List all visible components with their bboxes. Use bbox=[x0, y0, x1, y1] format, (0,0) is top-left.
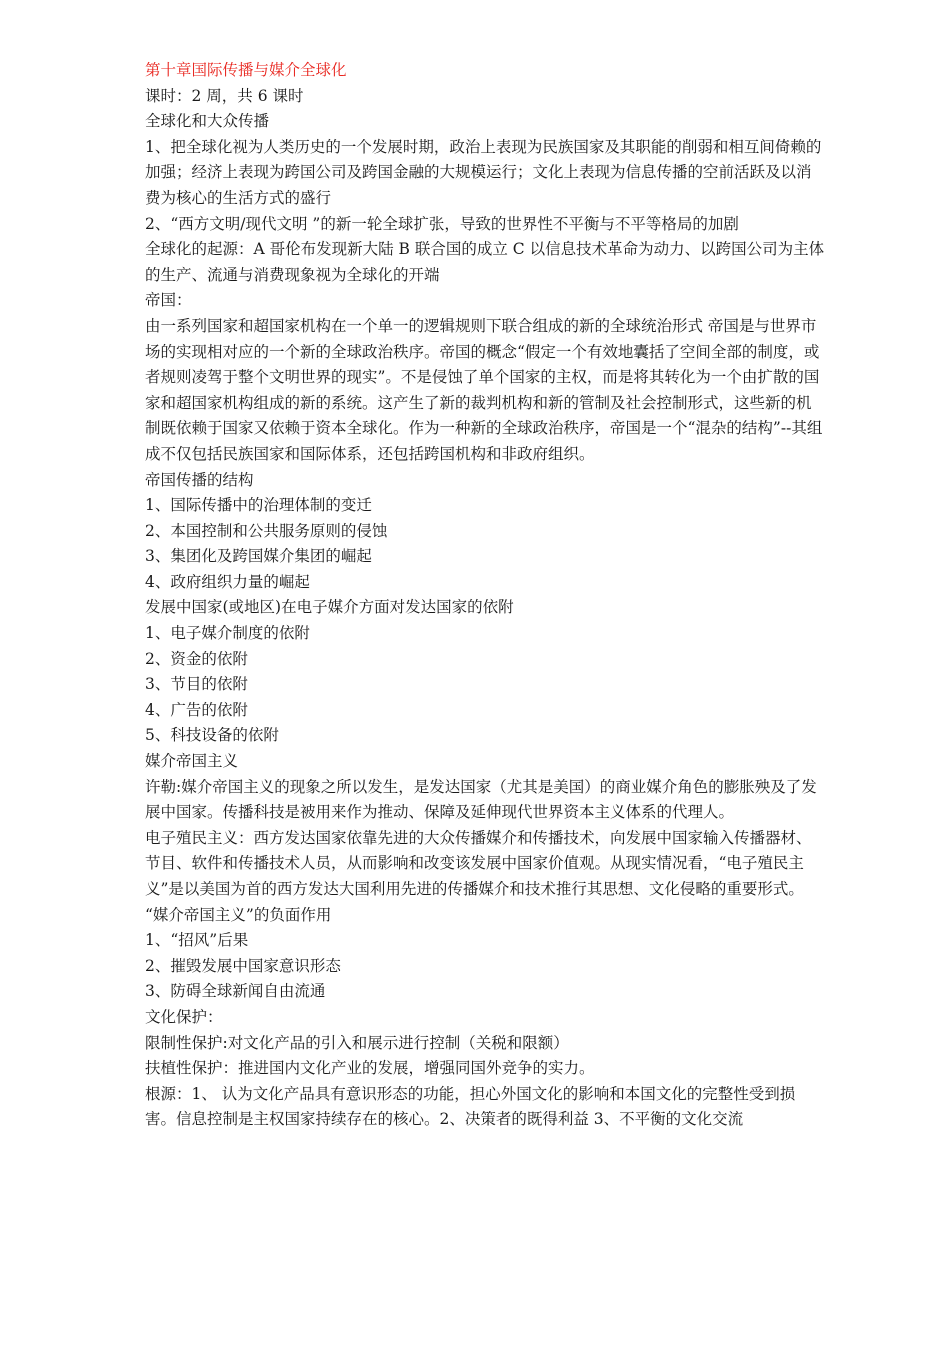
paragraph: 4、广告的依附 bbox=[145, 700, 248, 719]
paragraph: 由一系列国家和超国家机构在一个单一的逻辑规则下联合组成的新的全球统治形式 帝国是与世界市场的实现相对应的一个新的全球政治秩序。帝国的概念“假定一个有效地囊括了空间全部的制度，或者规则凌驾于整个文明世界的现实”。不是侵蚀了单个国家的主权，而是将其转化为一个由扩散的国家和超国家机构组成的新的系统。这产生了新的裁判机构和新的管制及社会控制形式，这些新的机制既依赖于国家又依赖于资本全球化。作为一种新的全球政治秩序，帝国是一个“混杂的结构”--其组成不仅包括民族国家和国际体系，还包括跨国机构和非政府组织。 bbox=[145, 316, 823, 463]
paragraph: 全球化的起源：A 哥伦布发现新大陆 B 联合国的成立 C 以信息技术革命为动力、以跨国公司为主体的生产、流通与消费现象视为全球化的开端 bbox=[145, 240, 825, 284]
paragraph: 许勒:媒介帝国主义的现象之所以发生，是发达国家（尤其是美国）的商业媒介角色的膨胀殃及了发展中国家。传播科技是被用来作为推动、保障及延伸现代世界资本主义体系的代理人。 bbox=[145, 777, 817, 822]
paragraph: 4、政府组织力量的崛起 bbox=[145, 572, 310, 591]
paragraph: 1、电子媒介制度的依附 bbox=[145, 624, 310, 643]
paragraph: 1、把全球化视为人类历史的一个发展时期，政治上表现为民族国家及其职能的削弱和相互间倚赖的加强；经济上表现为跨国公司及跨国金融的大规模运行；文化上表现为信息传播的空前活跃及以消费为核心的生活方式的盛行 bbox=[145, 137, 822, 207]
paragraph: 文化保护： bbox=[145, 1007, 223, 1026]
paragraph: 3、节目的依附 bbox=[145, 675, 248, 694]
paragraph: 帝国传播的结构 bbox=[145, 470, 254, 489]
paragraph: 2、本国控制和公共服务原则的侵蚀 bbox=[145, 521, 388, 540]
paragraph: 全球化和大众传播 bbox=[145, 112, 270, 131]
paragraph: 电子殖民主义：西方发达国家依靠先进的大众传播媒介和传播技术，向发展中国家输入传播器材、节目、软件和传播技术人员，从而影响和改变该发展中国家价值观。从现实情况看，“电子殖民主义”是以美国为首的西方发达大国利用先进的传播媒介和技术推行其思想、文化侵略的重要形式。 bbox=[145, 828, 812, 898]
paragraph: 2、“西方文明/现代文明 ”的新一轮全球扩张，导致的世界性不平衡与不平等格局的加剧 bbox=[145, 214, 739, 233]
paragraph: 5、科技设备的依附 bbox=[145, 726, 279, 745]
document-body bbox=[145, 84, 825, 1133]
paragraph: 1、国际传播中的治理体制的变迁 bbox=[145, 496, 372, 515]
paragraph: “媒介帝国主义”的负面作用 bbox=[145, 905, 332, 924]
paragraph: 帝国： bbox=[145, 291, 192, 310]
paragraph: 媒介帝国主义 bbox=[145, 752, 239, 771]
document-page bbox=[145, 58, 825, 1133]
paragraph: 2、资金的依附 bbox=[145, 649, 248, 668]
paragraph: 3、集团化及跨国媒介集团的崛起 bbox=[145, 547, 372, 566]
paragraph: 发展中国家(或地区)在电子媒介方面对发达国家的依附 bbox=[145, 598, 514, 617]
paragraph: 课时：2 周，共 6 课时 bbox=[145, 86, 304, 105]
paragraph: 1、“招风”后果 bbox=[145, 931, 249, 950]
paragraph: 2、摧毁发展中国家意识形态 bbox=[145, 956, 341, 975]
paragraph: 扶植性保护：推进国内文化产业的发展，增强同国外竞争的实力。 bbox=[145, 1059, 595, 1078]
chapter-title: 第十章国际传播与媒介全球化 bbox=[145, 61, 347, 79]
paragraph: 根源：1、 认为文化产品具有意识形态的功能，担心外国文化的影响和本国文化的完整性受到损害。信息控制是主权国家持续存在的核心。2、决策者的既得利益 3、不平衡的文化交流 bbox=[145, 1084, 796, 1129]
paragraph: 3、防碍全球新闻自由流通 bbox=[145, 982, 326, 1001]
paragraph: 限制性保护:对文化产品的引入和展示进行控制（关税和限额） bbox=[145, 1033, 569, 1052]
